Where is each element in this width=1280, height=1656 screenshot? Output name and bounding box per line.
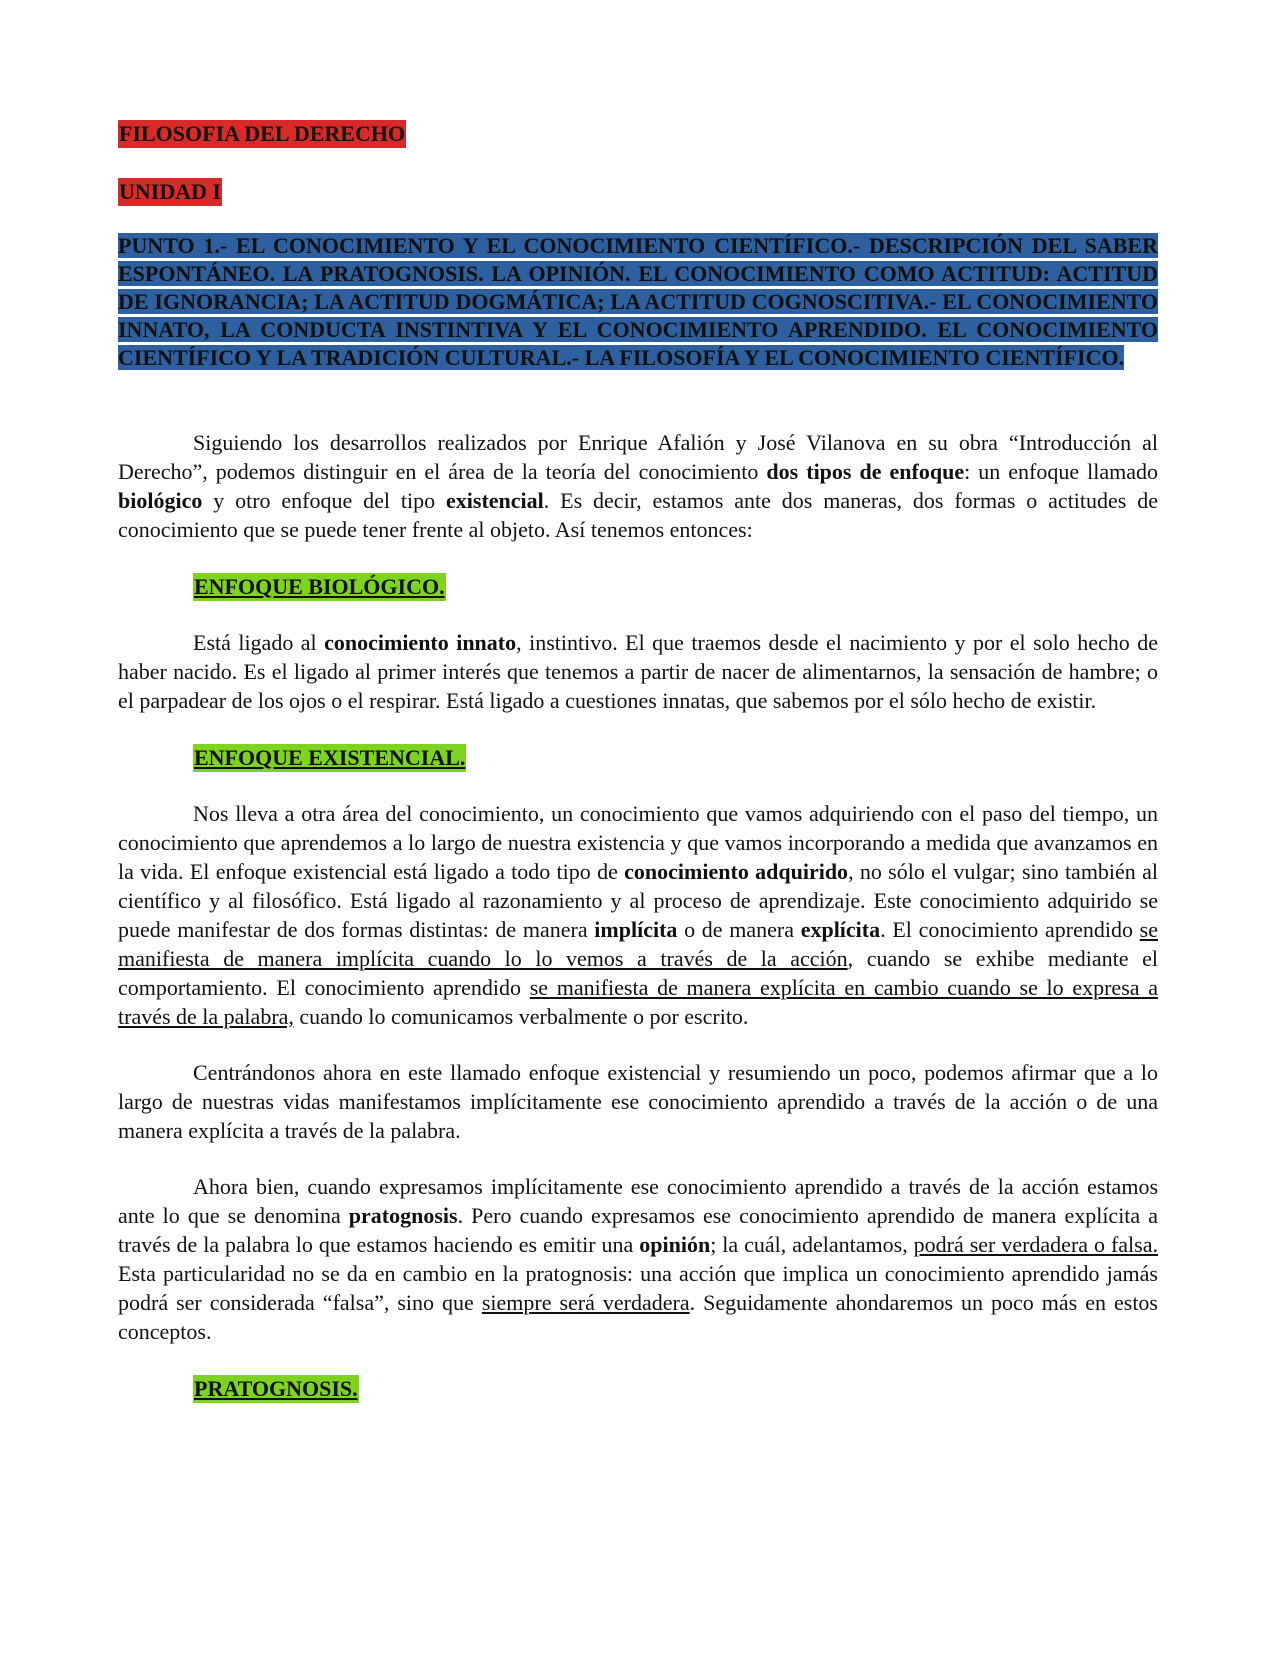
paragraph-resumen: Centrándonos ahora en este llamado enfoque existencial y resumiendo un poco, podemos afirmar que a lo largo de nuestras vidas manifestamos implícitamente ese conocimiento aprendido a través de la acción o de una manera explícita a través de la palabra. bbox=[118, 1060, 1158, 1143]
point-heading-block bbox=[118, 232, 1158, 372]
text-span: ; la cuál, adelantamos, bbox=[710, 1232, 914, 1257]
paragraph-pratognosis-opinion bbox=[118, 1172, 1158, 1346]
title-wrap bbox=[118, 116, 1158, 148]
text-span: Esta particularidad no se da en cambio en la pratognosis: una acción que implica un conocimiento aprendido jamás podrá ser considerada “falsa”, sino que bbox=[118, 1261, 1158, 1315]
underlined-span: se manifiesta de manera explícita en cambio cuando se lo expresa a través de la palabra, bbox=[118, 975, 1158, 1029]
text-span: : un enfoque llamado bbox=[964, 459, 1158, 484]
text-span: cuando lo comunicamos verbalmente o por escrito. bbox=[293, 1004, 749, 1029]
text-span: . Seguidamente ahondaremos un poco más en estos conceptos. bbox=[118, 1290, 1158, 1344]
underlined-span: siempre será verdadera bbox=[481, 1290, 690, 1315]
subheading-wrap bbox=[118, 544, 1158, 601]
text-span: Ahora bien, cuando expresamos implícitamente ese conocimiento aprendido a través de la acción estamos ante lo que se denomina bbox=[118, 1174, 1158, 1228]
paragraph-intro bbox=[118, 428, 1158, 544]
unit-heading: UNIDAD I bbox=[119, 179, 222, 204]
subheading-wrap bbox=[118, 715, 1158, 772]
bold-span: conocimiento adquirido bbox=[624, 859, 849, 884]
underlined-span: se manifiesta de manera implícita cuando lo lo vemos a través de la acción bbox=[118, 917, 1158, 971]
underlined-span: podrá ser verdadera o falsa. bbox=[913, 1232, 1158, 1257]
point-heading: PUNTO 1.- EL CONOCIMIENTO Y EL CONOCIMIENTO CIENTÍFICO.- DESCRIPCIÓN DEL SABER ESPONTÁNEO. LA PRATOGNOSIS. LA OPINIÓN. EL CONOCIMIENTO COMO ACTITUD: ACTITUD DE IGNORANCIA; LA ACTITUD DOGMÁTICA; LA ACTITUD COGNOSCITIVA.- EL CONOCIMIENTO INNATO, LA CONDUCTA INSTINTIVA Y EL CONOCIMIENTO APRENDIDO. EL CONOCIMIENTO CIENTÍFICO Y LA TRADICIÓN CULTURAL.- LA FILOSOFÍA Y EL CONOCIMIENTO CIENTÍFICO. bbox=[118, 233, 1158, 370]
document-title: FILOSOFIA DEL DERECHO bbox=[119, 121, 406, 146]
text-span: . Es decir, estamos ante dos maneras, dos formas o actitudes de conocimiento que se puede tener frente al objeto. Así tenemos entonces: bbox=[118, 488, 1158, 542]
text-span: . Pero cuando expresamos ese conocimiento aprendido de manera explícita a través de la palabra lo que estamos haciendo es emitir una bbox=[118, 1203, 1158, 1257]
bold-span: explícita bbox=[800, 917, 881, 942]
subheading-biologico: ENFOQUE BIOLÓGICO. bbox=[194, 574, 445, 599]
paragraph-biologico bbox=[118, 628, 1158, 715]
text-span: , instintivo. El que traemos desde el nacimiento y por el solo hecho de haber nacido. Es el ligado al primer interés que tenemos a partir de nacer de alimentarnos, la sensación de hambre; o el parpadear de los ojos o el respirar. Está ligado a cuestiones innatas, que sabemos por el sólo hecho de existir. bbox=[118, 630, 1158, 713]
text-span: o de manera bbox=[677, 917, 801, 942]
bold-span: existencial bbox=[446, 488, 544, 513]
text-span: , cuando se exhibe mediante el comportamiento. El conocimiento aprendido bbox=[118, 946, 1158, 1000]
paragraph-existencial bbox=[118, 799, 1158, 1031]
subheading-pratognosis: PRATOGNOSIS. bbox=[194, 1376, 358, 1401]
bold-span: dos tipos de enfoque bbox=[766, 459, 965, 484]
bold-span: pratognosis bbox=[348, 1203, 458, 1228]
text-span: , no sólo el vulgar; sino también al científico y al filosófico. Está ligado al razonamiento y al proceso de aprendizaje. Este conocimiento adquirido se puede manifestar de dos formas distintas: de manera bbox=[118, 859, 1158, 942]
bold-span: conocimiento innato bbox=[324, 630, 517, 655]
text-span: Nos lleva a otra área del conocimiento, un conocimiento que vamos adquiriendo con el paso del tiempo, un conocimiento que aprendemos a lo largo de nuestra existencia y que vamos incorporando a medida que avanzamos en la vida. El enfoque existencial está ligado a todo tipo de bbox=[118, 801, 1158, 884]
bold-span: implícita bbox=[594, 917, 678, 942]
text-span: Está ligado al bbox=[193, 630, 325, 655]
text-span: . El conocimiento aprendido bbox=[880, 917, 1140, 942]
bold-span: opinión bbox=[639, 1232, 711, 1257]
text-span: Siguiendo los desarrollos realizados por Enrique Afalión y José Vilanova en su obra “Introducción al Derecho”, podemos distinguir en el área de la teoría del conocimiento bbox=[118, 430, 1158, 484]
bold-span: biológico bbox=[118, 488, 203, 513]
unit-wrap bbox=[118, 178, 1158, 206]
subheading-existencial: ENFOQUE EXISTENCIAL. bbox=[194, 745, 466, 770]
subheading-wrap bbox=[118, 1346, 1158, 1403]
text-span: y otro enfoque del tipo bbox=[202, 488, 447, 513]
